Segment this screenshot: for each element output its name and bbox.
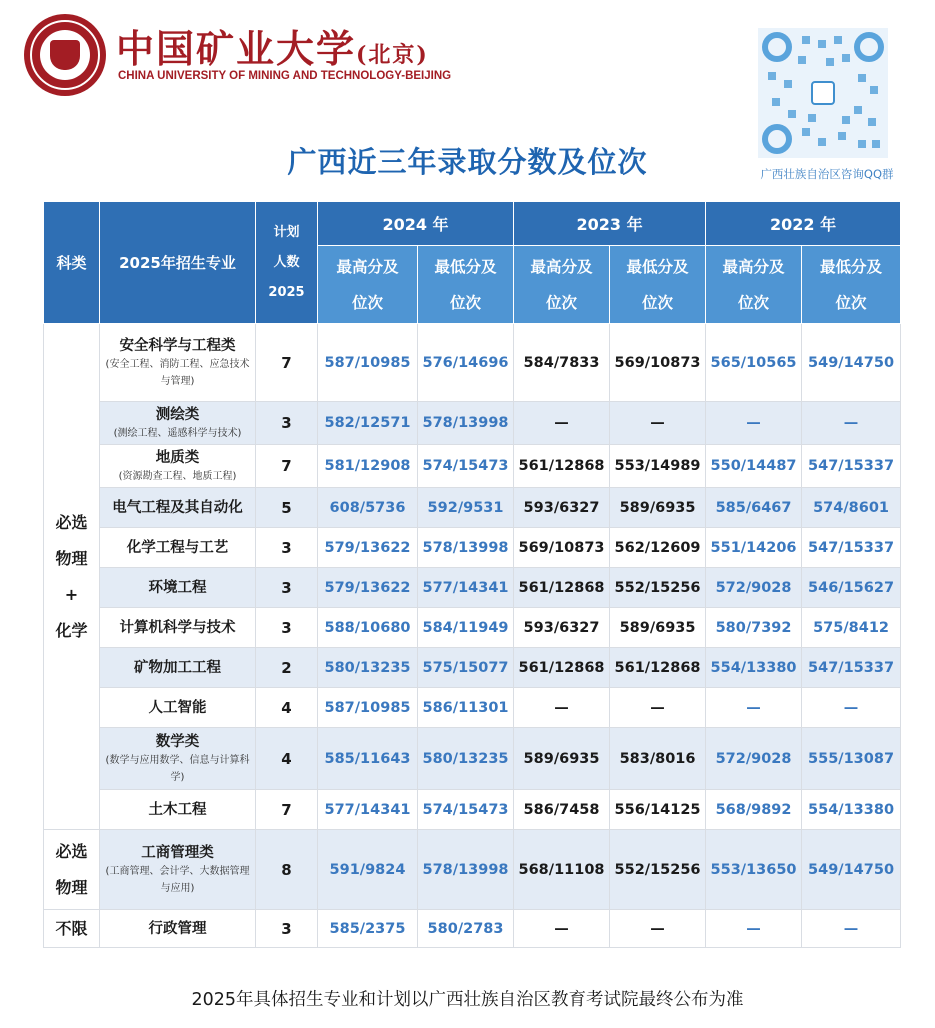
score-rank-cell: — [802, 688, 901, 728]
score-rank-cell: 577/14341 [318, 790, 418, 830]
score-rank-cell: 593/6327 [514, 608, 610, 648]
score-rank-cell: 591/9824 [318, 830, 418, 910]
header-max-2023: 最高分及 位次 [514, 246, 610, 324]
score-rank-cell: 553/14989 [610, 445, 706, 488]
score-rank-cell: 578/13998 [418, 528, 514, 568]
plan-count: 8 [256, 830, 318, 910]
table-row [44, 910, 901, 948]
score-rank-cell: 582/12571 [318, 402, 418, 445]
major-name: 化学工程与工艺 [126, 539, 229, 556]
score-rank-cell: 579/13622 [318, 528, 418, 568]
score-rank-cell: 592/9531 [418, 488, 514, 528]
score-rank-cell: 554/13380 [706, 648, 802, 688]
score-rank-cell: 569/10873 [610, 324, 706, 402]
score-rank-cell: 587/10985 [318, 688, 418, 728]
admission-scores-table [43, 201, 901, 948]
table-row [44, 568, 901, 608]
qr-caption: 广西壮族自治区咨询QQ群 [760, 167, 894, 181]
score-rank-cell: 608/5736 [318, 488, 418, 528]
plan-count: 5 [256, 488, 318, 528]
score-rank-cell: 562/12609 [610, 528, 706, 568]
score-rank-cell: 586/7458 [514, 790, 610, 830]
score-rank-cell: — [706, 910, 802, 948]
plan-count: 7 [256, 324, 318, 402]
score-rank-cell: 585/11643 [318, 728, 418, 790]
score-rank-cell: 580/13235 [318, 648, 418, 688]
header-min-2023: 最低分及 位次 [610, 246, 706, 324]
score-rank-cell: 577/14341 [418, 568, 514, 608]
score-rank-cell: 579/13622 [318, 568, 418, 608]
score-rank-cell: 585/6467 [706, 488, 802, 528]
score-rank-cell: 581/12908 [318, 445, 418, 488]
major-cell [100, 445, 256, 488]
score-rank-cell: 585/2375 [318, 910, 418, 948]
score-rank-cell: 547/15337 [802, 445, 901, 488]
table-row [44, 728, 901, 790]
page-header [0, 0, 935, 200]
category-physics-chemistry: 必选 物理 + 化学 [44, 324, 100, 830]
major-name: 测绘类 [155, 406, 200, 423]
score-rank-cell: 575/8412 [802, 608, 901, 648]
score-rank-cell: 552/15256 [610, 568, 706, 608]
table-row [44, 648, 901, 688]
score-rank-cell: 584/11949 [418, 608, 514, 648]
score-rank-cell: 572/9028 [706, 728, 802, 790]
category-physics: 必选 物理 [44, 830, 100, 910]
score-rank-cell: 578/13998 [418, 830, 514, 910]
score-rank-cell: — [610, 910, 706, 948]
plan-count: 4 [256, 728, 318, 790]
footer-note: 2025年具体招生专业和计划以广西壮族自治区教育考试院最终公布为准 [191, 990, 744, 1010]
score-rank-cell: 583/8016 [610, 728, 706, 790]
plan-count: 4 [256, 688, 318, 728]
plan-count: 3 [256, 608, 318, 648]
table-row [44, 488, 901, 528]
major-cell [100, 648, 256, 688]
score-rank-cell: 575/15077 [418, 648, 514, 688]
major-cell [100, 830, 256, 910]
score-rank-cell: 561/12868 [610, 648, 706, 688]
major-note: (测绘工程、遥感科学与技术) [113, 427, 242, 439]
major-name: 行政管理 [148, 920, 207, 937]
header-min-2024: 最低分及 位次 [418, 246, 514, 324]
major-cell [100, 688, 256, 728]
score-rank-cell: 546/15627 [802, 568, 901, 608]
plan-count: 3 [256, 910, 318, 948]
plan-count: 3 [256, 568, 318, 608]
score-rank-cell: — [610, 402, 706, 445]
plan-count: 3 [256, 402, 318, 445]
score-rank-cell: — [514, 910, 610, 948]
major-name: 地质类 [155, 449, 200, 466]
table-row [44, 688, 901, 728]
score-rank-cell: 574/15473 [418, 790, 514, 830]
major-name: 数学类 [155, 733, 200, 750]
page-title: 广西近三年录取分数及位次 [287, 145, 648, 179]
score-rank-cell: — [514, 402, 610, 445]
major-cell [100, 790, 256, 830]
header-year-2023: 2023 年 [514, 202, 706, 246]
score-rank-cell: 580/13235 [418, 728, 514, 790]
score-rank-cell: 561/12868 [514, 568, 610, 608]
university-seal-logo [24, 14, 106, 96]
major-name: 人工智能 [148, 699, 207, 716]
major-cell [100, 910, 256, 948]
score-rank-cell: 589/6935 [610, 608, 706, 648]
major-note: (数学与应用数学、信息与计算科学) [105, 754, 250, 783]
university-name-cn: 中国矿业大学(北京) [116, 26, 429, 71]
score-rank-cell: — [610, 688, 706, 728]
major-cell [100, 402, 256, 445]
table-row [44, 790, 901, 830]
header-year-2024: 2024 年 [318, 202, 514, 246]
major-cell [100, 528, 256, 568]
score-rank-cell: 586/11301 [418, 688, 514, 728]
header-category: 科类 [44, 202, 100, 324]
plan-count: 2 [256, 648, 318, 688]
header-min-2022: 最低分及 位次 [802, 246, 901, 324]
university-name-en: CHINA UNIVERSITY OF MINING AND TECHNOLOGY-BEIJING [118, 70, 452, 82]
plan-count: 7 [256, 790, 318, 830]
table-row [44, 324, 901, 402]
table-row [44, 445, 901, 488]
table-row [44, 830, 901, 910]
score-rank-cell: 561/12868 [514, 445, 610, 488]
score-rank-cell: 588/10680 [318, 608, 418, 648]
score-rank-cell: 574/8601 [802, 488, 901, 528]
header-major: 2025年招生专业 [100, 202, 256, 324]
score-rank-cell: 584/7833 [514, 324, 610, 402]
major-name: 安全科学与工程类 [119, 337, 236, 354]
category-unrestricted: 不限 [44, 910, 100, 948]
header-max-2024: 最高分及 位次 [318, 246, 418, 324]
plan-count: 7 [256, 445, 318, 488]
score-rank-cell: 551/14206 [706, 528, 802, 568]
major-cell [100, 324, 256, 402]
score-rank-cell: 580/7392 [706, 608, 802, 648]
score-rank-cell: 576/14696 [418, 324, 514, 402]
score-rank-cell: 549/14750 [802, 830, 901, 910]
score-rank-cell: 589/6935 [514, 728, 610, 790]
major-name: 工商管理类 [141, 844, 214, 861]
major-name: 环境工程 [148, 579, 207, 596]
score-rank-cell: 568/11108 [514, 830, 610, 910]
score-rank-cell: 549/14750 [802, 324, 901, 402]
score-rank-cell: — [514, 688, 610, 728]
major-name: 计算机科学与技术 [119, 619, 236, 636]
major-name: 土木工程 [148, 801, 207, 818]
major-cell [100, 728, 256, 790]
score-rank-cell: 556/14125 [610, 790, 706, 830]
score-rank-cell: 554/13380 [802, 790, 901, 830]
score-rank-cell: 574/15473 [418, 445, 514, 488]
table-row [44, 528, 901, 568]
score-rank-cell: — [706, 402, 802, 445]
score-rank-cell: 555/13087 [802, 728, 901, 790]
score-rank-cell: 578/13998 [418, 402, 514, 445]
score-rank-cell: — [706, 688, 802, 728]
qq-group-qr-code [758, 28, 888, 158]
header-plan: 计划 人数 2025 [256, 202, 318, 324]
score-rank-cell: 550/14487 [706, 445, 802, 488]
score-rank-cell: 547/15337 [802, 528, 901, 568]
score-rank-cell: 593/6327 [514, 488, 610, 528]
score-rank-cell: 561/12868 [514, 648, 610, 688]
plan-count: 3 [256, 528, 318, 568]
score-rank-cell: 547/15337 [802, 648, 901, 688]
major-note: (资源勘查工程、地质工程) [118, 470, 237, 482]
score-rank-cell: — [802, 402, 901, 445]
score-rank-cell: 552/15256 [610, 830, 706, 910]
major-cell [100, 608, 256, 648]
major-cell [100, 568, 256, 608]
major-name: 电气工程及其自动化 [112, 499, 243, 516]
score-rank-cell: 553/13650 [706, 830, 802, 910]
score-rank-cell: 580/2783 [418, 910, 514, 948]
header-max-2022: 最高分及 位次 [706, 246, 802, 324]
qq-penguin-icon [811, 81, 835, 105]
table-row [44, 402, 901, 445]
major-note: (安全工程、消防工程、应急技术与管理) [105, 358, 250, 387]
header-year-2022: 2022 年 [706, 202, 901, 246]
score-rank-cell: 569/10873 [514, 528, 610, 568]
major-cell [100, 488, 256, 528]
score-rank-cell: 589/6935 [610, 488, 706, 528]
major-name: 矿物加工工程 [134, 659, 221, 676]
score-rank-cell: 568/9892 [706, 790, 802, 830]
score-rank-cell: 565/10565 [706, 324, 802, 402]
score-rank-cell: — [802, 910, 901, 948]
score-rank-cell: 572/9028 [706, 568, 802, 608]
score-rank-cell: 587/10985 [318, 324, 418, 402]
table-row [44, 608, 901, 648]
major-note: (工商管理、会计学、大数据管理与应用) [105, 865, 250, 894]
